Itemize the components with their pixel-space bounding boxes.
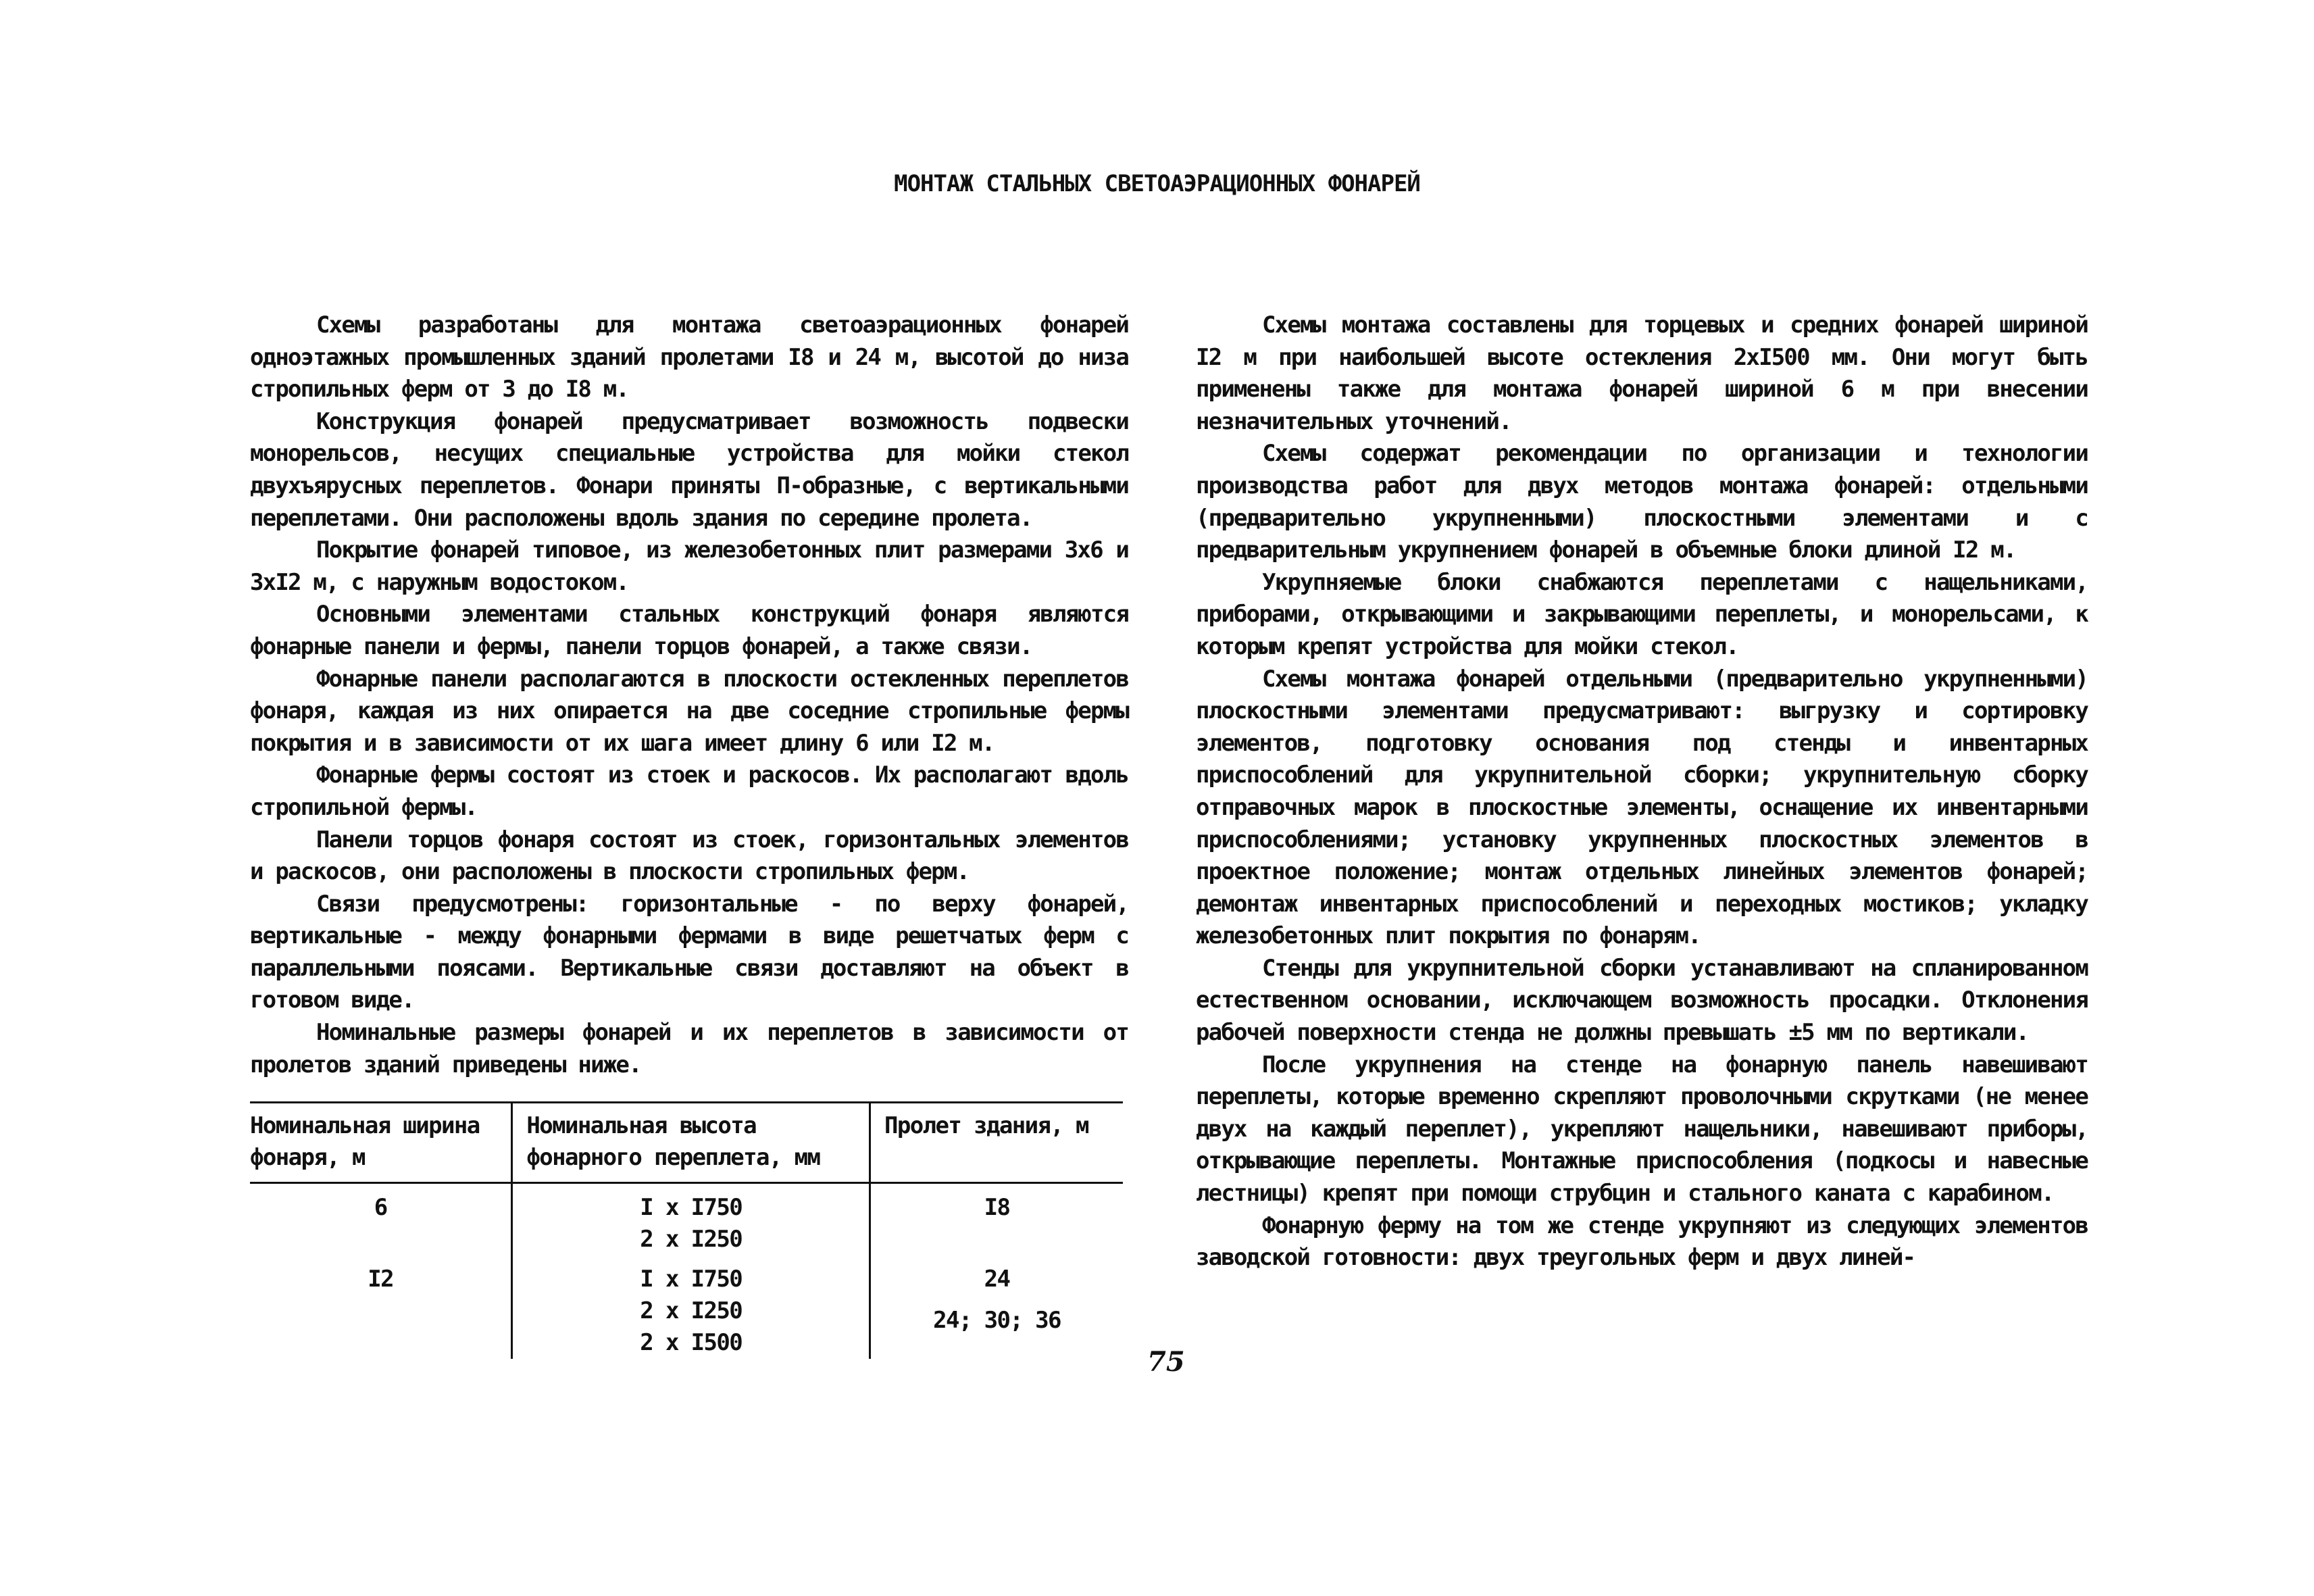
left-column	[250, 309, 1128, 1081]
span-value: I8	[984, 1194, 1010, 1221]
height-value: I x I750	[640, 1194, 743, 1221]
table-cell-height	[512, 1183, 870, 1256]
left-paragraph-6: Фонарные фермы состоят из стоек и раскосов. Их располагают вдоль стропильной фермы.	[250, 762, 1128, 821]
table-cell-height	[512, 1255, 870, 1359]
table-cell-width	[250, 1255, 512, 1359]
table-header-width: Номинальная ширина фонаря, м	[250, 1103, 512, 1183]
table-header-span: Пролет здания, м	[870, 1103, 1123, 1183]
table-header-row	[250, 1103, 1123, 1183]
left-paragraph-8: Связи предусмотрены: горизонтальные - по верху фонарей, вертикальные - между фонарными фермами в виде решетчатых ферм с параллельными поясами. Вертикальные связи доставляют на объект в готовом виде.	[250, 890, 1128, 1014]
table-cell-span	[870, 1183, 1123, 1256]
height-value: 2 x I250	[640, 1226, 743, 1253]
left-paragraph-5: Фонарные панели располагаются в плоскости остекленных переплетов фонаря, каждая из них опирается на две соседние стропильные фермы покрытия и в зависимости от их шага имеет длину 6 или I2 м.	[250, 665, 1128, 757]
span-value: 24	[984, 1266, 1010, 1293]
left-paragraph-1: Схемы разработаны для монтажа светоаэрационных фонарей одноэтажных промышленных зданий пролетами I8 и 24 м, высотой до низа стропильных ферм от 3 до I8 м.	[250, 311, 1128, 403]
height-value: 2 x I250	[640, 1297, 743, 1324]
page-number: 75	[1147, 1346, 1185, 1378]
right-paragraph-7: Фонарную ферму на том же стенде укрупняют из следующих элементов заводской готовности: двух треугольных ферм и двух линей-	[1196, 1212, 2088, 1272]
height-value: 2 x I500	[640, 1329, 743, 1356]
right-column	[1196, 309, 2088, 1274]
left-paragraph-4: Основными элементами стальных конструкций фонаря являются фонарные панели и фермы, панели торцов фонарей, а также связи.	[250, 601, 1128, 660]
table-row	[250, 1183, 1123, 1256]
right-paragraph-1: Схемы монтажа составлены для торцевых и средних фонарей шириной I2 м при наибольшей высоте остекления 2хI500 мм. Они могут быть применены также для монтажа фонарей шириной 6 м при внесении незначительных уточнений.	[1196, 311, 2088, 435]
right-paragraph-5: Стенды для укрупнительной сборки устанавливают на спланированном естественном основании, исключающем возможность просадки. Отклонения рабочей поверхности стенда не должны превышать ±5 мм по вертикали.	[1196, 954, 2088, 1047]
left-paragraph-2: Конструкция фонарей предусматривает возможность подвески монорельсов, несущих специальные устройства для мойки стекол двухъярусных переплетов. Фонари приняты П-образные, с вертикальными переплетами. Они расположены вдоль здания по середине пролета.	[250, 407, 1128, 532]
width-value: I2	[368, 1266, 394, 1293]
height-value: I x I750	[640, 1266, 743, 1293]
right-paragraph-6: После укрупнения на стенде на фонарную панель навешивают переплеты, которые временно скрепляют проволочными скрутками (не менее двух на каждый переплет), укрепляют нащельники, навешивают приборы, открывающие переплеты. Монтажные приспособления (подкосы и навесные лестницы) крепят при помощи струбцин и стального каната с карабином.	[1196, 1051, 2088, 1207]
table-row	[250, 1255, 1123, 1359]
table-cell-span	[870, 1255, 1123, 1359]
page-title: МОНТАЖ СТАЛЬНЫХ СВЕТОАЭРАЦИОННЫХ ФОНАРЕЙ	[894, 170, 1420, 197]
width-value: 6	[374, 1194, 387, 1221]
left-paragraph-9: Номинальные размеры фонарей и их переплетов в зависимости от пролетов зданий приведены ниже.	[250, 1019, 1128, 1078]
right-paragraph-4: Схемы монтажа фонарей отдельными (предварительно укрупненными) плоскостными элементами предусматривают: выгрузку и сортировку элементов, подготовку основания под стенды и инвентарных приспособлений для укрупнительной сборки; укрупнительную сборку отправочных марок в плоскостные элементы, оснащение их инвентарными приспособлениями; установку укрупненных плоскостных элементов в проектное положение; монтаж отдельных линейных элементов фонарей; демонтаж инвентарных приспособлений и переходных мостиков; укладку железобетонных плит покрытия по фонарям.	[1196, 665, 2088, 950]
left-paragraph-3: Покрытие фонарей типовое, из железобетонных плит размерами 3х6 и 3хI2 м, с наружным водостоком.	[250, 537, 1128, 596]
right-paragraph-3: Укрупняемые блоки снабжаются переплетами с нащельниками, приборами, открывающими и закрывающими переплеты, и монорельсами, к которым крепят устройства для мойки стекол.	[1196, 568, 2088, 660]
span-spacer	[878, 1295, 1116, 1305]
dimensions-table	[250, 1101, 1123, 1359]
span-value: 24; 30; 36	[933, 1307, 1061, 1334]
table-cell-width	[250, 1183, 512, 1256]
right-paragraph-2: Схемы содержат рекомендации по организации и технологии производства работ для двух методов монтажа фонарей: отдельными (предварительно укрупненными) плоскостными элементами и с предварительным укрупнением фонарей в объемные блоки длиной I2 м.	[1196, 440, 2088, 564]
table-header-height: Номинальная высота фонарного переплета, мм	[512, 1103, 870, 1183]
left-paragraph-7: Панели торцов фонаря состоят из стоек, горизонтальных элементов и раскосов, они расположены в плоскости стропильных ферм.	[250, 826, 1128, 886]
